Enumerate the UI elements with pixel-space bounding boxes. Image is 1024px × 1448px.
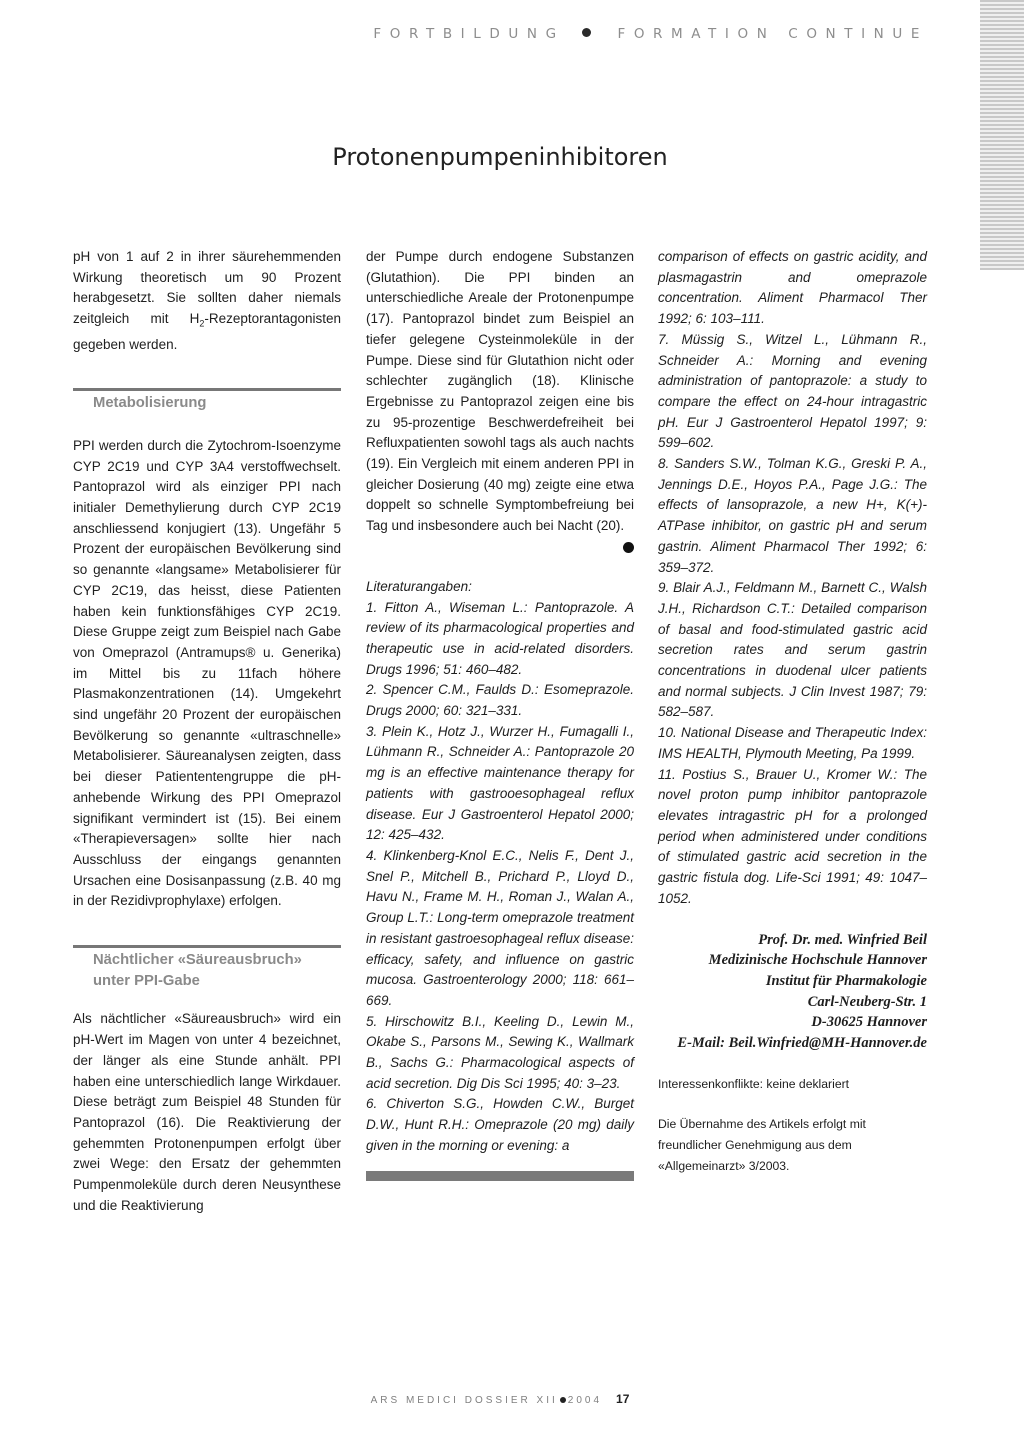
page-footer [0,1392,1000,1406]
author-email: E-Mail: Beil.Winfried@MH-Hannover.de [677,1035,927,1052]
author-street: Carl-Neuberg-Str. 1 [807,993,927,1010]
footer-year: 2004 [567,1395,603,1406]
paragraph: Als nächtlicher «Säureausbruch» wird ein pH-Wert im Magen von unter 4 bezeichnet, der länger als eine Stunde anhält. PPI haben eine unterschiedlich lange Wirkdauer. Diese beträgt zum Beispiel 48 Stunden für Pantoprazol (16). Die Reaktivierung der gehemmten Protonenpumpen erfolgt über zwei Wege: den Ersatz der gehemmten Pumpenmoleküle durch deren Neusynthese und die Reaktivierung [73,1011,341,1213]
reprint-note: Die Übernahme des Artikels erfolgt mit freundlicher Genehmigung aus dem «Allgemeinarzt» 3/2003. [658,1117,866,1173]
decorative-stripe [980,0,1024,270]
reference-item: 4. Klinkenberg-Knol E.C., Nelis F., Dent J., Snel P., Mitchell B., Prichard P., Lloyd D., Havu N., Frame M. H., Roman J., Walan A., Group L.T.: Long-term omeprazole treatment in resistant gastroesophageal reflux disease: efficacy, safety, and influence on gastric mucosa. Gastroenterology 2000; 118: 661–669. [366,847,634,1008]
column-3 [658,247,927,1177]
reference-item: 6. Chiverton S.G., Howden C.W., Burget D.W., Hunt R.H.: Omeprazole (20 mg) daily given in the morning or evening: a [366,1096,634,1153]
reference-item: 3. Plein K., Hotz J., Wurzer H., Fumagalli I., Lühmann R., Schneider A.: Pantoprazole 20 mg is an effective maintenance therapy for patients with gastrooesophageal reflux disease. Eur J Gastroenterol Hepatol 2000; 12: 425–432. [366,723,634,843]
conflicts-note: Interessenkonflikte: keine deklariert [658,1076,850,1091]
end-of-article-icon [623,542,634,553]
reference-item: 9. Blair A.J., Feldmann M., Barnett C., Walsh J.H., Richardson C.T.: Detailed comparison of basal and food-stimulated gastric acid secretion rates and serum gastrin concentrations in duodenal ulcer patients and normal subjects. J Clin Invest 1987; 79: 582–587. [658,580,927,720]
reference-item: 7. Müssig S., Witzel L., Lühmann R., Schneider A.: Morning and evening administration of pantoprazole: a study to compare the effect on 24-hour intragastric pH. Eur J Gastroenterol Hepatol 1997; 9: 599–602. [658,331,927,451]
article-title: Protonenpumpeninhibitoren [332,143,668,171]
section-heading-metabolisierung: Metabolisierung [73,388,341,414]
author-city: D-30625 Hannover [811,1014,927,1031]
reference-item: 8. Sanders S.W., Tolman K.G., Greski P. A., Jennings D.E., Hoyos P.A., Page J.G.: The effects of lansoprazole, a new H+, K(+)-ATPase inhibitor, on gastric pH and serum gastrin. Aliment Pharmacol Ther 1992; 6: 359–372. [658,456,927,575]
bullet-icon [582,28,591,37]
reference-list [658,247,927,910]
reference-item: 1. Fitton A., Wiseman L.: Pantoprazole. A review of its pharmacological properties and therapeutic use in acid-related disorders. Drugs 1996; 51: 460–482. [366,599,634,677]
reference-list [366,598,634,1157]
header-right: FORMATION CONTINUE [617,26,928,42]
paragraph: der Pumpe durch endogene Substanzen (Glutathion). Die PPI binden an unterschiedliche Areale der Protonenpumpe (17). Pantoprazol bindet zum Beispiel an tiefer gelegene Cysteinmoleküle in der Pumpe. Diese sind für Glutathion nicht oder schlechter zugänglich (18). Klinische Ergebnisse zu Pantoprazol zeigen eine bis zu 95-prozentige Beschwerdefreiheit bei Refluxpatienten sowohl tags als auch nachts (19). Ein Vergleich mit einem anderen PPI in gleicher Dosierung (40 mg) zeigte eine etwa doppelt so schnelle Symptombefreiung bei Tag und insbesondere auch bei Nacht (20). [366,247,634,537]
divider-bar [366,1171,634,1181]
reference-item: 5. Hirschowitz B.I., Keeling D., Lewin M., Okabe S., Parsons M., Sewing K., Wallmark B., Sachs G.: Pharmacological aspects of acid secretion. Dig Dis Sci 1995; 40: 3–23. [366,1013,634,1091]
reference-item: 11. Postius S., Brauer U., Kromer W.: The novel proton pump inhibitor pantoprazole elevates intragastric pH for a prolonged period when administered under conditions of stimulated gastric acid secretion in the gastric fistula dog. Life-Sci 1991; 49: 1047–1052. [658,766,927,906]
running-header [373,26,928,42]
paragraph: pH von 1 auf 2 in ihrer säurehemmenden Wirkung theoretisch um 90 Prozent herabgesetzt. Sie sollten daher niemals zeitgleich mit $H_2$-Rezeptorantagonisten gegeben werden. [73,249,341,352]
author-institution: Medizinische Hochschule Hannover [708,952,927,969]
paragraph: PPI werden durch die Zytochrom-Isoenzyme CYP 2C19 und CYP 3A4 verstoffwechselt. Pantoprazol wird als einziger PPI nach initialer Demethylierung durch CYP 2C19 anschliessend konjugiert (13). Ungefähr 5 Prozent der europäischen Bevölkerung sind so genannte «langsame» Metabolisierer für CYP 2C19, das heisst, diese Patienten haben kein funktionsfähiges CYP 2C19. Diese Gruppe zeigt zum Beispiel nach Gabe von Omeprazol (Antramups® u. Generika) im Mittel bis zu 11fach höhere Plasmakonzentrationen (14). Umgekehrt sind ungefähr 20 Prozent der europäischen Bevölkerung so genannte «ultraschnelle» Metabolisierer. Säureanalysen zeigten, dass bei dieser Patiententengruppe die pH-anhebende Wirkung des PPI Omeprazol signifikant vermindert ist (15). Bei einem «Therapieversagen» sollte hier nach Ausschluss der eingangs genannten Ursachen eine Dosisanpassung (z.B. 40 mg in der Rezidivprophylaxe) erfolgen. [73,437,341,909]
section-heading-naechtlich: Nächtlicher «Säureausbruch» unter PPI-Gabe [73,945,341,991]
author-name: Prof. Dr. med. Winfried Beil [758,931,927,948]
header-left: FORTBILDUNG [373,26,565,42]
subscript: 2 [199,318,205,329]
journal-name: ARS MEDICI DOSSIER XII [370,1395,558,1406]
page-number: 17 [616,1392,630,1406]
author-department: Institut für Pharmakologie [765,972,927,989]
bullet-icon [560,1397,566,1403]
references-heading: Literaturangaben: [366,578,472,594]
reference-item: 10. National Disease and Therapeutic Index: IMS HEALTH, Plymouth Meeting, Pa 1999. [658,725,927,761]
author-address [658,930,927,1054]
column-2 [366,247,634,1181]
reference-item: comparison of effects on gastric acidity, and plasmagastrin and omeprazole concentration. Aliment Pharmacol Ther 1992; 6: 103–111. [658,249,927,327]
column-1 [73,247,341,1217]
reference-item: 2. Spencer C.M., Faulds D.: Esomeprazole. Drugs 2000; 60: 321–331. [366,682,634,719]
